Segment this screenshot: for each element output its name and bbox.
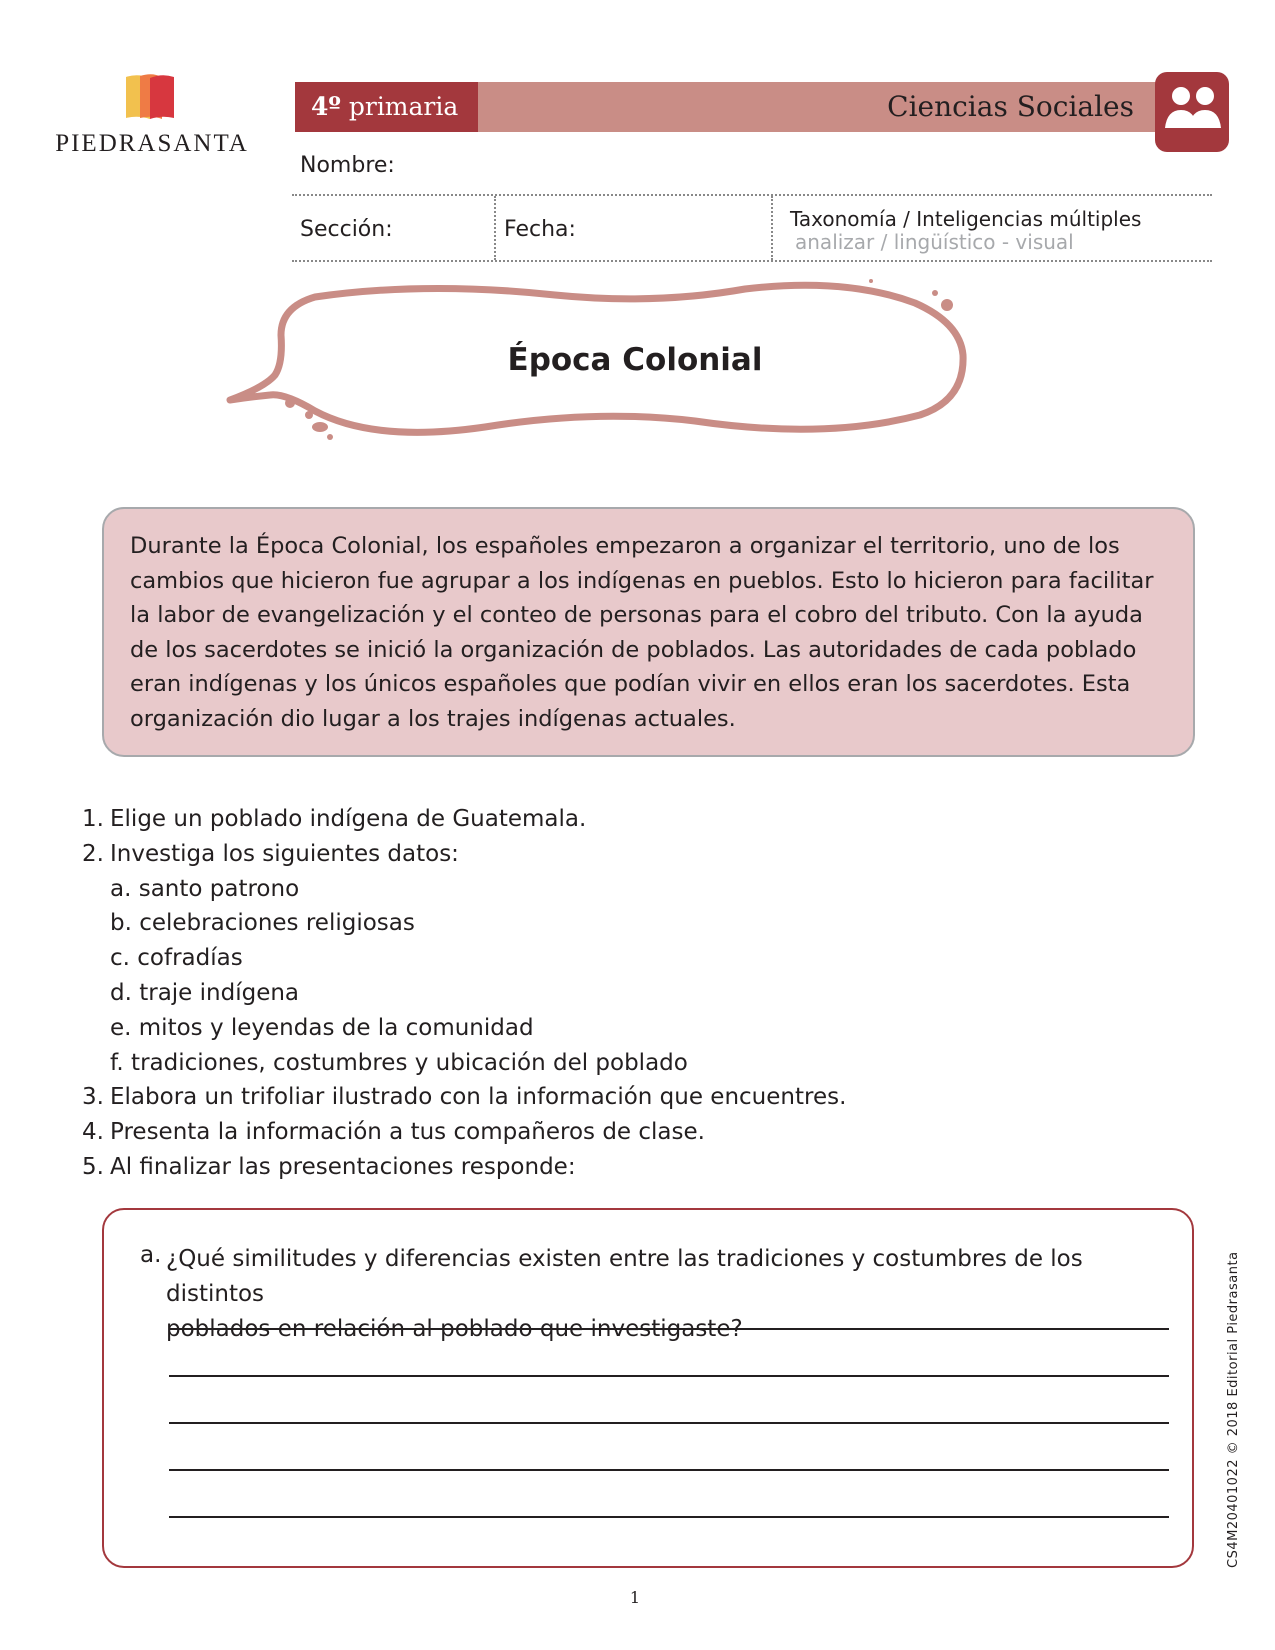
list-subitem: f. tradiciones, costumbres y ubicación del poblado	[110, 1049, 688, 1076]
list-subitem: a. santo patrono	[110, 875, 300, 902]
list-subitem: e. mitos y leyendas de la comunidad	[110, 1014, 534, 1041]
list-item	[70, 1150, 1170, 1185]
page-title: Época Colonial	[507, 342, 763, 378]
list-item	[70, 802, 1170, 837]
date-label: Fecha:	[504, 217, 576, 242]
field-divider	[494, 196, 496, 260]
question-line: ¿Qué similitudes y diferencias existen entre las tradiciones y costumbres de los distintos	[166, 1246, 1083, 1307]
intro-line: organización dio lugar a los trajes indígenas actuales.	[130, 705, 736, 732]
field-divider	[771, 196, 773, 260]
answer-line[interactable]	[169, 1516, 1169, 1518]
taxonomy-title: Taxonomía / Inteligencias múltiples	[790, 207, 1142, 231]
answer-line[interactable]	[169, 1375, 1169, 1377]
answer-line[interactable]	[169, 1469, 1169, 1471]
intro-line: eran indígenas y los únicos españoles que podían vivir en ellos eran los sacerdotes. Esta	[130, 671, 1131, 698]
intro-text-box	[102, 507, 1195, 757]
people-group-icon	[1153, 70, 1231, 154]
taxonomy-values: analizar / lingüístico - visual	[795, 230, 1074, 254]
item-text: Presenta la información a tus compañeros de clase.	[110, 1119, 705, 1146]
section-date-field-line[interactable]	[292, 260, 1212, 262]
answer-line[interactable]	[169, 1328, 1169, 1330]
page-number: 1	[629, 1588, 641, 1607]
instructions-list	[70, 802, 1170, 1185]
question-text	[166, 1242, 1166, 1347]
item-text: Elabora un trifoliar ilustrado con la información que encuentres.	[110, 1084, 847, 1111]
copyright-note: CS4M20401022 © 2018 Editorial Piedrasanta	[1226, 1251, 1241, 1568]
item-number: 2.	[82, 840, 104, 867]
intro-line: Durante la Época Colonial, los españoles empezaron a organizar el territorio, uno de los	[130, 533, 1120, 559]
intro-line: cambios que hicieron fue agrupar a los indígenas en pueblos. Esto lo hicieron para facilitar	[130, 567, 1154, 594]
list-item	[70, 1115, 1170, 1150]
name-field-line[interactable]	[292, 194, 1212, 196]
list-item	[70, 837, 1170, 872]
item-number: 1.	[82, 806, 104, 832]
item-text: Elige un poblado indígena de Guatemala.	[110, 806, 587, 832]
subject-title: Ciencias Sociales	[887, 90, 1134, 123]
answer-line[interactable]	[169, 1422, 1169, 1424]
item-number: 5.	[82, 1153, 104, 1180]
intro-line: la labor de evangelización y el conteo de personas para el cobro del tributo. Con la ayuda	[130, 602, 1143, 629]
item-text: Investiga los siguientes datos:	[110, 840, 459, 867]
list-item	[70, 1080, 1170, 1115]
book-icon	[52, 72, 252, 128]
grade-level: primaria	[348, 92, 459, 121]
question-line: poblados en relación al poblado que investigaste?	[166, 1316, 743, 1342]
grade-label	[295, 82, 478, 132]
item-number: 4.	[82, 1119, 104, 1146]
list-subitem: c. cofradías	[110, 945, 243, 972]
list-subitem: b. celebraciones religiosas	[110, 910, 415, 937]
item-number: 3.	[82, 1084, 104, 1111]
intro-line: de los sacerdotes se inició la organización de poblados. Las autoridades de cada poblado	[130, 636, 1137, 663]
grade-number: 4º	[311, 92, 341, 121]
section-label: Sección:	[300, 217, 393, 242]
question-box	[102, 1208, 1194, 1568]
piedrasanta-logo	[52, 72, 252, 162]
list-subitem: d. traje indígena	[110, 979, 300, 1006]
item-text: Al finalizar las presentaciones responde:	[110, 1153, 576, 1180]
name-label: Nombre:	[300, 153, 395, 178]
brand-name: PIEDRASANTA	[55, 130, 249, 157]
question-letter: a.	[140, 1242, 162, 1268]
